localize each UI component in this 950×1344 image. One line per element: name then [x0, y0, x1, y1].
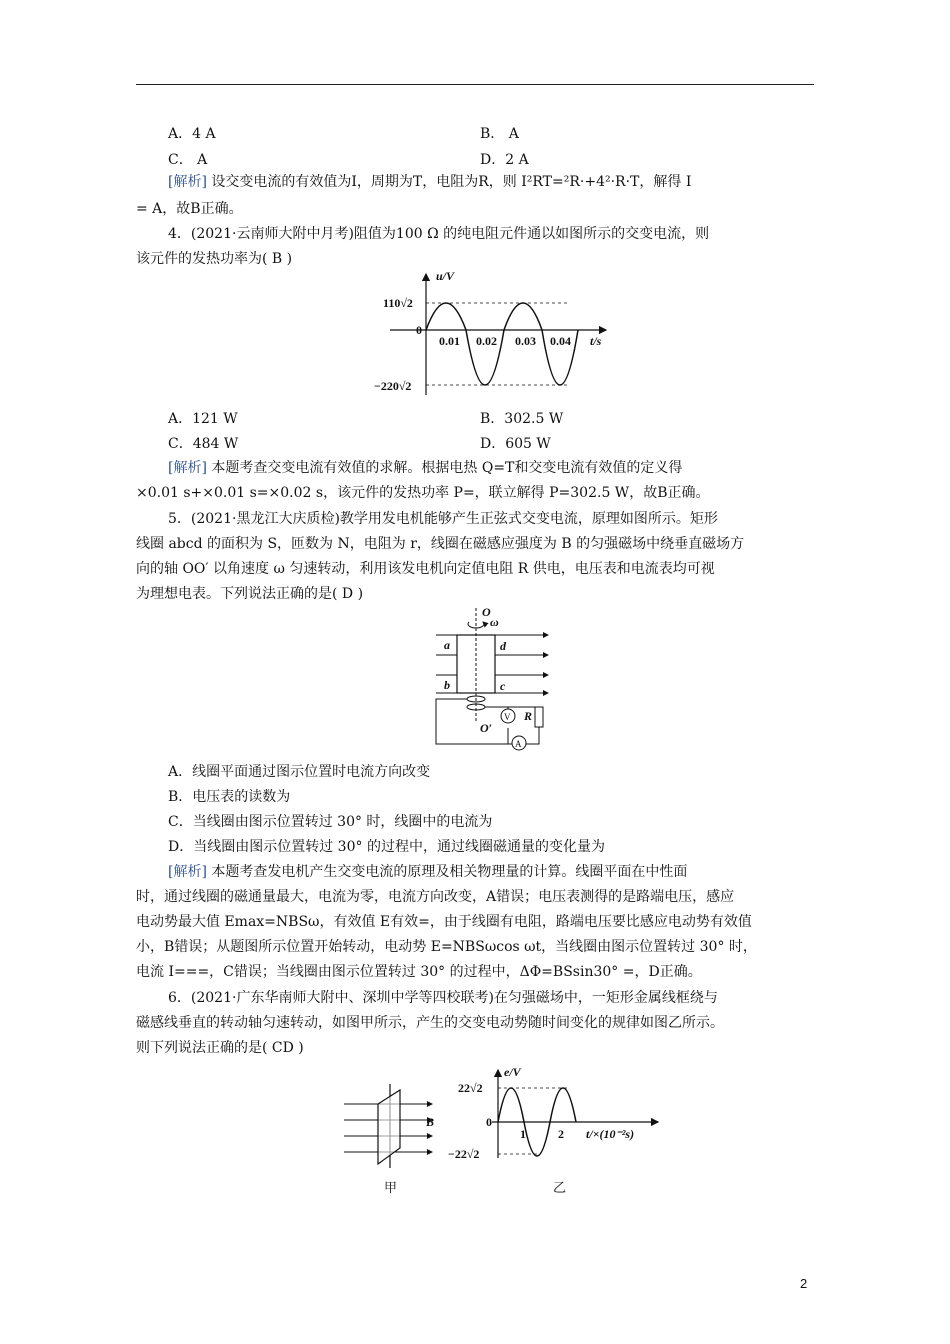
q4-voltage-graph — [374, 269, 620, 400]
q6-stem-line1: 6．(2021·广东华南师大附中、深圳中学等四校联考)在匀强磁场中，一矩形金属线框绕与 — [168, 990, 718, 1006]
tick-label: 0.03 — [515, 334, 536, 348]
svg-text:A: A — [515, 739, 522, 749]
q5-stem-line3: 向的轴 OO′ 以角速度 ω 匀速转动，利用该发电机向定值电阻 R 供电，电压表和电流表均可视 — [136, 561, 715, 577]
q4-stem-line1: 4．(2021·云南师大附中月考)阻值为100 Ω 的纯电阻元件通以如图所示的交变电流，则 — [168, 226, 710, 242]
q3-option-c: C． A — [168, 152, 208, 168]
q3-option-a: A．4 A — [168, 126, 216, 142]
q4-stem-line2: 该元件的发热功率为( B ) — [136, 251, 293, 267]
q5-option-a: A．线圈平面通过图示位置时电流方向改变 — [168, 764, 431, 780]
tick-label: 1 — [520, 1127, 526, 1141]
svg-text:B: B — [426, 1115, 435, 1129]
q5-generator-diagram — [430, 604, 560, 752]
q4-option-d: D．605 W — [480, 436, 551, 452]
q4-answer-line1: [解析] 本题考查交变电流有效值的求解。根据电热 Q=T和交变电流有效值的定义得 — [168, 460, 683, 476]
umax-label: 110√2 — [383, 296, 413, 310]
q3-option-d: D．2 A — [480, 152, 529, 168]
svg-text:d: d — [500, 639, 506, 653]
svg-text:O: O — [482, 605, 491, 619]
q5-answer-line1: [解析] 本题考查发电机产生交变电流的原理及相关物理量的计算。线圈平面在中性面 — [168, 864, 688, 880]
tick-label: 2 — [558, 1127, 564, 1141]
emin-label: −22√2 — [448, 1147, 480, 1161]
q3-answer-line2: = A，故B正确。 — [136, 201, 243, 217]
header-rule — [136, 84, 814, 85]
svg-text:O′: O′ — [480, 721, 493, 735]
emax-label: 22√2 — [458, 1081, 483, 1095]
q5-answer-line2: 时，通过线圈的磁通量最大，电流为零，电流方向改变，A错误；电压表测得的是路端电压，感应 — [136, 889, 735, 905]
svg-text:a: a — [444, 638, 450, 652]
t-label: t/s — [590, 334, 602, 348]
q4-option-a: A．121 W — [168, 411, 238, 427]
answer-tag: [解析] — [168, 174, 207, 190]
figure-caption: 甲 — [384, 1180, 398, 1195]
u-label: u/V — [436, 269, 455, 283]
tick-label: 0.02 — [476, 334, 497, 348]
t-label: t/×(10⁻²s) — [586, 1127, 635, 1141]
q5-answer-line3: 电动势最大值 Emax=NBSω，有效值 E有效=，由于线圈有电阻，路端电压要比感应电动势有效值 — [136, 914, 752, 930]
q3-option-b: B． A — [480, 126, 519, 142]
q5-stem-line2: 线圈 abcd 的面积为 S，匝数为 N，电阻为 r，线圈在磁感应强度为 B 的匀强磁场中绕垂直磁场方 — [136, 536, 745, 552]
q3-answer-line1: [解析] 设交变电流的有效值为I，周期为T，电阻为R，则 I²RT=²R·+4²·R·T，解得 I — [168, 174, 692, 190]
svg-text:c: c — [500, 679, 506, 693]
answer-tag: [解析] — [168, 864, 207, 880]
q5-stem-line1: 5．(2021·黑龙江大庆质检)教学用发电机能够产生正弦式交变电流，原理如图所示。矩形 — [168, 511, 718, 527]
origin-label: 0 — [486, 1115, 492, 1129]
q5-option-d: D．当线圈由图示位置转过 30° 的过程中，通过线圈磁通量的变化量为 — [168, 839, 605, 855]
q5-answer-line4: 小，B错误；从题图所示位置开始转动，电动势 E=NBSωcos ωt，当线圈由图示位置转过 30° 时， — [136, 939, 757, 955]
rotating-frame — [378, 1090, 400, 1164]
answer-tag: [解析] — [168, 460, 207, 476]
q6-figure-jia — [340, 1076, 450, 1198]
tick-label: 0.04 — [550, 334, 571, 348]
q5-answer-line5: 电流 I===，C错误；当线圈由图示位置转过 30° 的过程中，ΔΦ=BSsin30° =，D正确。 — [136, 964, 702, 980]
svg-text:R: R — [524, 709, 533, 723]
q4-answer-line2: ×0.01 s+×0.01 s=×0.02 s，该元件的发热功率 P=，联立解得 P=302.5 W，故B正确。 — [136, 485, 710, 501]
q6-emf-graph — [440, 1066, 670, 1200]
e-label: e/V — [504, 1065, 521, 1079]
q5-option-b: B．电压表的读数为 — [168, 789, 291, 805]
q4-option-b: B．302.5 W — [480, 411, 564, 427]
q6-stem-line2: 磁感线垂直的转动轴匀速转动，如图甲所示，产生的交变电动势随时间变化的规律如图乙所示。 — [136, 1015, 724, 1031]
page-number: 2 — [800, 1276, 808, 1291]
figure-caption: 乙 — [553, 1180, 567, 1195]
umin-label: −220√2 — [374, 379, 412, 393]
q4-option-c: C．484 W — [168, 436, 239, 452]
q6-stem-line3: 则下列说法正确的是( CD ) — [136, 1040, 304, 1056]
tick-label: 0.01 — [439, 334, 460, 348]
origin-label: 0 — [416, 323, 422, 337]
svg-text:V: V — [504, 712, 511, 722]
svg-text:ω: ω — [490, 615, 499, 629]
q5-stem-line4: 为理想电表。下列说法正确的是( D ) — [136, 586, 364, 602]
svg-text:b: b — [444, 678, 450, 692]
q5-option-c: C．当线圈由图示位置转过 30° 时，线圈中的电流为 — [168, 814, 493, 830]
